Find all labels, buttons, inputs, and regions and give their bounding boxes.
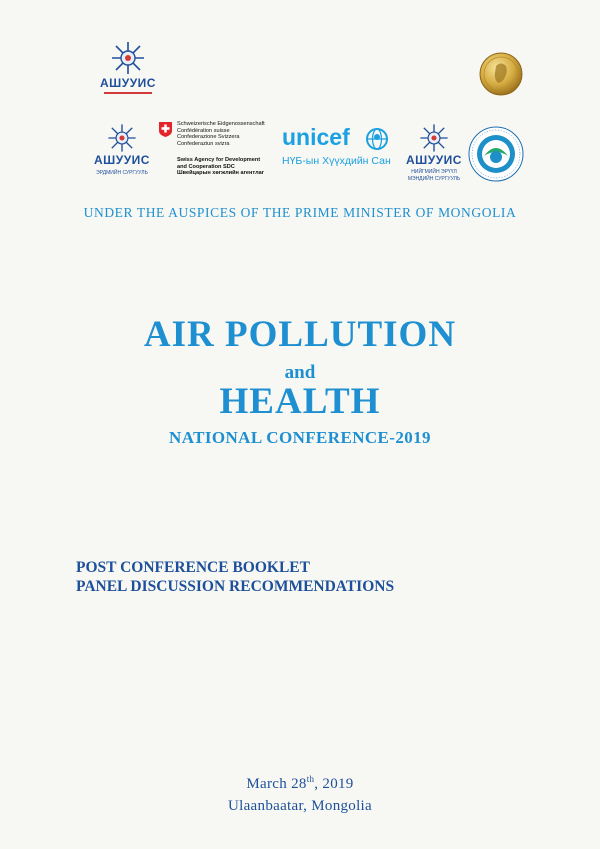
ashuuis-top-logo bbox=[98, 40, 158, 102]
swiss-cross-icon bbox=[159, 122, 172, 137]
ashuuis-top-name: АШУУИС bbox=[100, 76, 156, 90]
swiss-confederation-text bbox=[177, 121, 265, 147]
ashuuis-left-name: АШУУИС bbox=[94, 153, 150, 167]
star-emblem-icon bbox=[417, 122, 451, 154]
footer-date bbox=[0, 768, 600, 795]
ashuuis-left-logo bbox=[92, 122, 152, 186]
swiss-line: Schweizerische Eidgenossenschaft bbox=[177, 121, 265, 127]
footer-place: Ulaanbaatar, Mongolia bbox=[228, 798, 372, 814]
footer bbox=[0, 768, 600, 817]
swiss-agency-line: Швейцарын хөгжлийн агентлаг bbox=[177, 170, 265, 177]
ashuuis-right-name: АШУУИС bbox=[406, 153, 462, 167]
unicef-sub: НҮБ-ын Хүүхдийн Сан bbox=[282, 155, 391, 167]
ashuuis-top-underline bbox=[104, 92, 152, 94]
title-and: and bbox=[284, 362, 316, 383]
swiss-line: Confederaziun svizra bbox=[177, 140, 230, 147]
swiss-line: Confédération suisse bbox=[177, 127, 230, 134]
research-center-logo bbox=[468, 126, 524, 182]
ashuuis-right-sub2: МЭНДИЙН СУРГУУЛЬ bbox=[407, 176, 461, 182]
swiss-sdc-logo bbox=[159, 121, 279, 185]
swiss-agency-line: Swiss Agency for Development bbox=[177, 157, 261, 163]
booklet-line-1: POST CONFERENCE BOOKLET bbox=[76, 559, 310, 576]
star-emblem-icon bbox=[108, 40, 148, 76]
date-suffix: , 2019 bbox=[314, 776, 354, 792]
ashuuis-right-logo bbox=[402, 122, 466, 188]
unicef-name: unicef bbox=[282, 124, 350, 150]
star-emblem-icon bbox=[105, 122, 139, 154]
booklet-heading bbox=[76, 558, 394, 596]
unicef-emblem-icon bbox=[364, 126, 390, 152]
swiss-line: Confederazione Svizzera bbox=[177, 134, 240, 141]
medal-logo bbox=[479, 52, 523, 96]
title-line-2: HEALTH bbox=[219, 381, 381, 422]
swiss-agency-text bbox=[177, 157, 264, 177]
conference-subtitle: NATIONAL CONFERENCE-2019 bbox=[169, 428, 431, 447]
auspices-line: UNDER THE AUSPICES OF THE PRIME MINISTER OF MONGOLIA bbox=[83, 205, 517, 220]
ashuuis-left-sub: ЭРДМИЙН СУРГУУЛЬ bbox=[96, 170, 148, 176]
title-line-1: AIR POLLUTION bbox=[143, 314, 457, 355]
ashuuis-right-sub1: НИЙГМИЙН ЭРҮҮЛ bbox=[411, 169, 457, 175]
swiss-agency-line: and Cooperation SDC bbox=[177, 163, 235, 170]
date-prefix: March 28 bbox=[246, 776, 307, 792]
date-sup: th bbox=[306, 774, 315, 784]
booklet-line-2: PANEL DISCUSSION RECOMMENDATIONS bbox=[76, 578, 395, 595]
circular-seal-icon bbox=[468, 126, 524, 182]
medal-icon bbox=[479, 52, 523, 96]
unicef-logo bbox=[282, 124, 400, 176]
